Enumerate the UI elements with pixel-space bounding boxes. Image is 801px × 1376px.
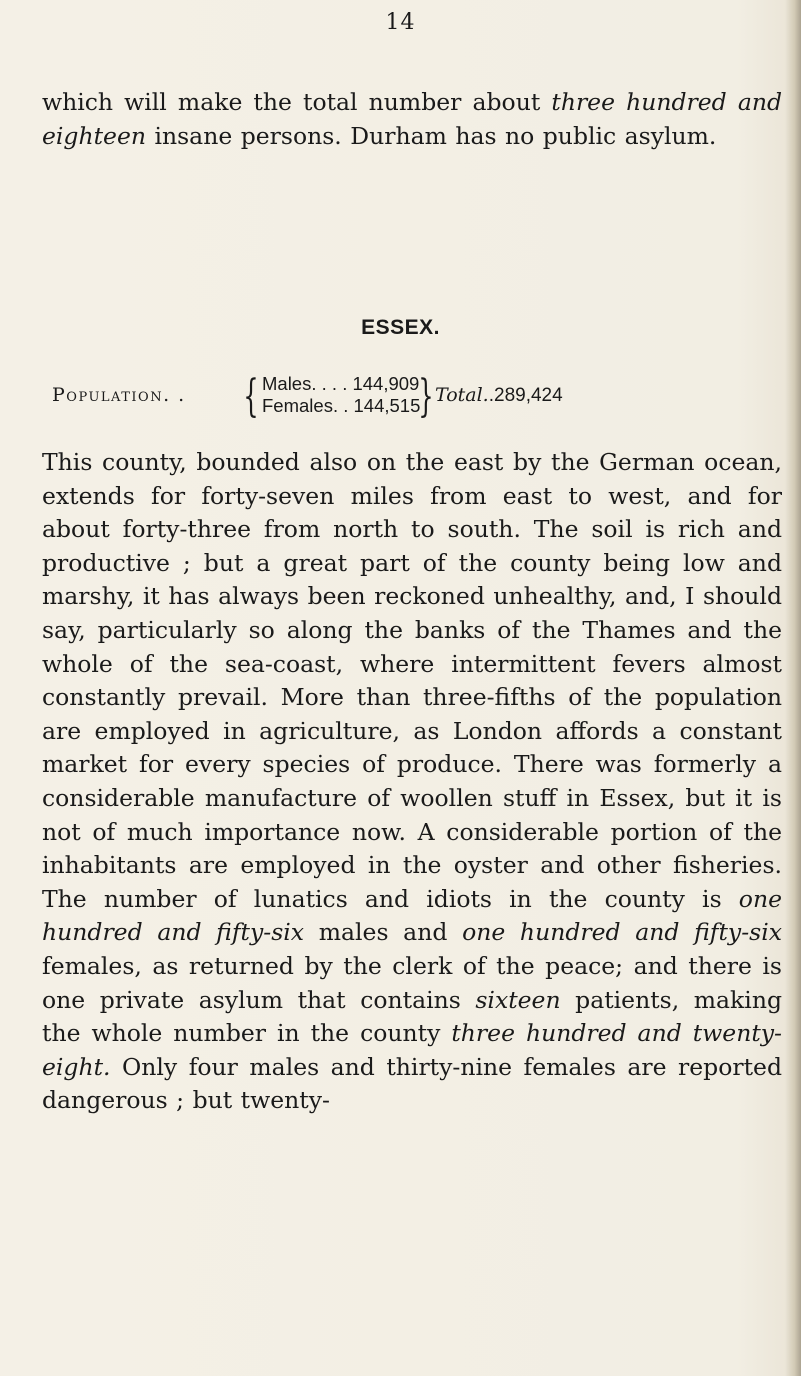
population-label: Population. .	[52, 384, 186, 406]
males-label: Males. . . .	[262, 373, 348, 394]
right-brace-icon: }	[418, 371, 434, 422]
paragraph-2-text-a: This county, bounded also on the east by the German ocean, extends for forty-seven miles from east to west, and for about forty-three from north to south. The soil is rich and productive ; but a great part of the county being low and marshy, it has always been reckoned unhealthy, and, I should say, particularly so along the banks of the Thames and the whole of the sea-coast, where intermittent fevers almost constantly prevail. More than three-fifths of the population are employed in agriculture, as London affords a constant market for every species of produce. There was formerly a considerable manufacture of woollen stuff in Essex, but it is not of much importance now. A considerable portion of the inhabitants are employed in the oyster and other fisheries. The number of lunatics and idiots in the county is	[42, 448, 782, 913]
paragraph-2-italic-patients: sixteen	[475, 985, 561, 1014]
males-row	[262, 373, 419, 395]
males-value: 144,909	[352, 373, 420, 394]
paragraph-2-text-b: males and	[304, 918, 463, 947]
paragraph-1	[42, 86, 782, 153]
paragraph-1-italic-count: three hundred and eighteen	[42, 88, 783, 150]
page-edge-shadow	[785, 0, 801, 1376]
paragraph-2-text-e: Only four males and thirty-nine females are reported dangerous ; but twenty-	[42, 1052, 782, 1115]
females-row	[262, 395, 420, 417]
paragraph-1-text-a: which will make the total number about	[42, 88, 552, 116]
females-value: 144,515	[353, 395, 421, 416]
page-number: 14	[385, 10, 416, 35]
paragraph-2-text-c: females, as returned by the clerk of the peace; and there is one private asylum that contains	[42, 951, 782, 1014]
paragraph-continuation	[42, 86, 782, 153]
paragraph-2-text-d: patients, making the whole number in the county	[42, 985, 782, 1048]
essex-description	[42, 446, 782, 1118]
paragraph-2-italic-males: one hundred and fifty-six	[42, 884, 782, 947]
paragraph-2-italic-females: one hundred and fifty-six	[462, 918, 782, 947]
left-brace-icon: {	[243, 371, 259, 422]
total-label: Total.	[435, 384, 489, 406]
total-population	[435, 384, 563, 407]
section-heading: ESSEX.	[361, 316, 440, 339]
paragraph-2	[42, 446, 782, 1118]
paragraph-2-italic-total: three hundred and twenty-eight.	[42, 1019, 782, 1081]
females-label: Females. .	[262, 395, 349, 416]
total-value: .289,424	[488, 385, 563, 406]
population-table	[42, 370, 782, 430]
paragraph-1-text-b: insane persons. Durham has no public asylum.	[146, 121, 717, 150]
